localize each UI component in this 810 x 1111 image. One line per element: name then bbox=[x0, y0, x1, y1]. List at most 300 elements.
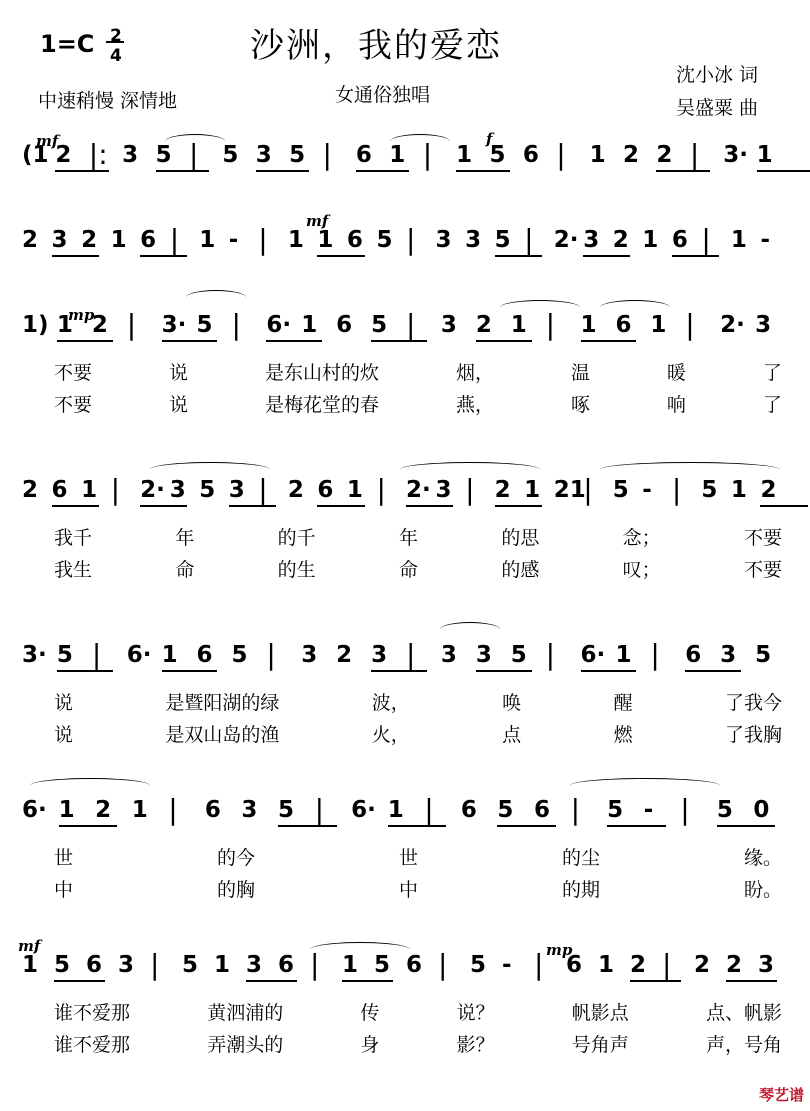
note: 3 bbox=[51, 227, 68, 253]
note: 6 bbox=[615, 312, 632, 338]
note: 6 bbox=[86, 952, 103, 978]
underline-beam bbox=[266, 340, 322, 342]
underline-beam bbox=[388, 825, 447, 827]
barline: | bbox=[671, 473, 682, 506]
note: 5 bbox=[289, 142, 306, 168]
underline-beam bbox=[162, 340, 218, 342]
note: 1 bbox=[615, 642, 632, 668]
note: 1) bbox=[22, 312, 49, 338]
note: 2· bbox=[720, 312, 745, 338]
note: 1 bbox=[287, 227, 304, 253]
underline-beam bbox=[583, 255, 630, 257]
time-signature-bottom: 4 bbox=[110, 46, 122, 66]
note: 6 bbox=[140, 227, 157, 253]
lyric-word: 声，号角 bbox=[705, 1034, 782, 1056]
slur-arc bbox=[165, 134, 225, 149]
note: 3 bbox=[583, 227, 600, 253]
note: 2· bbox=[140, 477, 165, 503]
slur-arc bbox=[440, 622, 500, 637]
barline: | bbox=[465, 473, 475, 506]
underline-beam bbox=[317, 255, 364, 257]
lyric-word: 温 bbox=[570, 362, 590, 384]
note: 2 bbox=[694, 952, 711, 978]
note: 3 bbox=[440, 642, 457, 668]
lyric-word: 的千 bbox=[277, 527, 316, 549]
note: 1 bbox=[301, 312, 318, 338]
underline-beam bbox=[495, 255, 542, 257]
lyric-word: 不要 bbox=[743, 527, 782, 549]
slur-arc bbox=[310, 942, 410, 957]
note: - bbox=[643, 797, 654, 823]
note: 3 bbox=[241, 797, 258, 823]
lyric-word: 点、帆影 bbox=[705, 1002, 782, 1024]
underline-beam bbox=[581, 340, 637, 342]
note: 2 bbox=[726, 952, 743, 978]
note: 2 bbox=[612, 227, 629, 253]
underline-beam bbox=[760, 505, 807, 507]
underline-beam bbox=[581, 670, 637, 672]
note: 1 bbox=[650, 312, 667, 338]
barline: | bbox=[168, 793, 178, 826]
note: 5 bbox=[376, 227, 393, 253]
note: 3 bbox=[758, 952, 775, 978]
lyric-word: 年 bbox=[175, 527, 195, 549]
note: 1 bbox=[81, 477, 98, 503]
underline-beam bbox=[685, 670, 741, 672]
barline: | bbox=[570, 793, 580, 826]
note: 5 bbox=[470, 952, 487, 978]
note: 6 bbox=[204, 797, 221, 823]
dynamic-marking: mf bbox=[18, 937, 41, 955]
lyric-word: 命 bbox=[175, 559, 195, 581]
underline-beam bbox=[317, 505, 364, 507]
note: - bbox=[760, 227, 770, 253]
lyric-word: 烟， bbox=[455, 362, 494, 384]
note: 6 bbox=[346, 227, 363, 253]
lyric-word: 缘。 bbox=[743, 847, 782, 869]
dynamic-marking: mp bbox=[546, 941, 573, 959]
note: 2 bbox=[91, 312, 108, 338]
note: 2 bbox=[22, 477, 39, 503]
barline: | bbox=[314, 793, 324, 826]
lyric-word: 说？ bbox=[456, 1002, 495, 1024]
barline: | bbox=[188, 138, 199, 171]
underline-beam bbox=[607, 825, 666, 827]
note: 5 bbox=[374, 952, 391, 978]
note: 5 bbox=[182, 952, 199, 978]
note: 3 bbox=[475, 642, 492, 668]
underline-beam bbox=[476, 340, 532, 342]
note: - bbox=[642, 477, 652, 503]
note: 6 bbox=[317, 477, 334, 503]
slur-arc bbox=[570, 778, 720, 793]
lyric-word: 不要 bbox=[54, 394, 93, 416]
note: - bbox=[228, 227, 239, 253]
underline-beam bbox=[52, 255, 99, 257]
note: 2 bbox=[494, 477, 511, 503]
note: 3 bbox=[246, 952, 263, 978]
underline-beam bbox=[495, 505, 542, 507]
lyric-word: 了我今 bbox=[724, 692, 782, 714]
barline: | bbox=[91, 638, 102, 671]
note: 2 bbox=[630, 952, 647, 978]
note: 3 bbox=[755, 312, 772, 338]
lyric-word: 了我胸 bbox=[724, 724, 782, 746]
notation-row bbox=[22, 308, 790, 342]
lyrics-verse-2 bbox=[54, 555, 782, 582]
note: 2 bbox=[336, 642, 353, 668]
barline: | bbox=[438, 948, 448, 981]
slur-arc bbox=[600, 300, 670, 315]
lyric-word: 是梅花堂的春 bbox=[264, 394, 379, 416]
barline: | bbox=[266, 638, 276, 671]
note: 1 bbox=[214, 952, 231, 978]
barline: | bbox=[424, 793, 434, 826]
underline-beam bbox=[476, 670, 532, 672]
lyric-word: 谁不爱那 bbox=[54, 1034, 131, 1056]
lyric-word: 是暨阳湖的绿 bbox=[165, 692, 280, 714]
underline-beam bbox=[726, 980, 777, 982]
note: 5 bbox=[278, 797, 295, 823]
lyric-word: 中 bbox=[398, 879, 418, 901]
performance-note: 女通俗独唱 bbox=[335, 84, 431, 106]
lyric-word: 号角声 bbox=[571, 1034, 629, 1056]
lyric-word: 是双山岛的渔 bbox=[165, 724, 280, 746]
barline: | bbox=[310, 948, 320, 981]
notation-row bbox=[22, 793, 790, 827]
lyric-word: 了 bbox=[762, 362, 782, 384]
lyrics-verse-1 bbox=[54, 843, 782, 870]
note: 3 bbox=[169, 477, 186, 503]
note: 5 bbox=[199, 477, 216, 503]
underline-beam bbox=[156, 170, 209, 172]
note: 2 bbox=[81, 227, 98, 253]
note: 1 bbox=[730, 227, 747, 253]
lyric-word: 的感 bbox=[501, 559, 540, 581]
note: 1 bbox=[22, 952, 39, 978]
underline-beam bbox=[656, 170, 709, 172]
underline-beam bbox=[54, 980, 105, 982]
lyric-word: 不要 bbox=[54, 362, 93, 384]
dynamic-marking: mf bbox=[306, 212, 329, 230]
lyrics-verse-1 bbox=[54, 688, 782, 715]
barline: | bbox=[169, 223, 180, 256]
barline: | bbox=[701, 223, 711, 256]
underline-beam bbox=[59, 825, 118, 827]
underline-beam bbox=[342, 980, 393, 982]
note: 6· bbox=[580, 642, 606, 668]
note: 3 bbox=[720, 642, 737, 668]
barline: | bbox=[258, 473, 268, 506]
barline: | bbox=[422, 138, 433, 171]
underline-beam bbox=[140, 255, 187, 257]
underline-beam bbox=[497, 825, 556, 827]
lyric-word: 不要 bbox=[743, 559, 782, 581]
lyric-word: 的思 bbox=[501, 527, 540, 549]
underline-beam bbox=[371, 340, 427, 342]
barline: | bbox=[545, 308, 556, 341]
note: 3 bbox=[371, 642, 388, 668]
note: 6· bbox=[351, 797, 376, 823]
lyric-word: 叹； bbox=[622, 559, 661, 581]
dynamic-marking: f bbox=[486, 130, 493, 148]
note: 3 bbox=[435, 227, 452, 253]
barline: | bbox=[534, 948, 544, 981]
note: 6 bbox=[278, 952, 295, 978]
lyric-word: 世 bbox=[54, 847, 74, 869]
lyric-word: 了 bbox=[762, 394, 782, 416]
note: 5 bbox=[607, 797, 624, 823]
note: 3· bbox=[161, 312, 187, 338]
note: 5 bbox=[701, 477, 718, 503]
underline-beam bbox=[371, 670, 427, 672]
note: 1 bbox=[387, 797, 404, 823]
note: 5 bbox=[497, 797, 514, 823]
note: 1 bbox=[199, 227, 216, 253]
barline: | bbox=[680, 793, 690, 826]
barline: | bbox=[556, 138, 566, 171]
note: 3 bbox=[228, 477, 245, 503]
lyric-word: 黄泗浦的 bbox=[207, 1002, 284, 1024]
note: 2· bbox=[553, 227, 579, 253]
note: 6 bbox=[196, 642, 213, 668]
lyric-word: 的今 bbox=[216, 847, 255, 869]
note: 2 bbox=[656, 142, 673, 168]
underline-beam bbox=[278, 825, 337, 827]
note: 3· bbox=[22, 642, 47, 668]
lyricist-credit: 沈小冰 词 bbox=[676, 64, 759, 86]
note: 6 bbox=[51, 477, 68, 503]
time-signature-top: 2 bbox=[110, 26, 122, 46]
barline: | bbox=[150, 948, 160, 981]
lyric-word: 身 bbox=[360, 1034, 380, 1056]
note: 3 bbox=[440, 312, 457, 338]
lyric-word: 的尘 bbox=[561, 847, 600, 869]
lyric-word: 点 bbox=[502, 724, 522, 746]
lyrics-verse-1 bbox=[54, 998, 782, 1025]
note: 5 bbox=[56, 642, 73, 668]
note: 5 bbox=[612, 477, 629, 503]
barline: | bbox=[406, 638, 416, 671]
underline-beam bbox=[672, 255, 719, 257]
note: 3 bbox=[435, 477, 452, 503]
lyric-word: 盼。 bbox=[743, 879, 782, 901]
note: 5 bbox=[510, 642, 527, 668]
lyric-word: 念； bbox=[622, 527, 661, 549]
note: 5 bbox=[494, 227, 511, 253]
lyric-word: 唤 bbox=[502, 692, 522, 714]
underline-beam bbox=[630, 980, 681, 982]
lyric-word: 说 bbox=[54, 724, 74, 746]
note: 6 bbox=[566, 952, 583, 978]
note: 6 bbox=[534, 797, 551, 823]
watermark-logo: 琴艺谱 bbox=[758, 1086, 804, 1104]
underline-beam bbox=[140, 505, 187, 507]
lyric-word: 暖 bbox=[666, 362, 686, 384]
note: 6· bbox=[126, 642, 152, 668]
slur-arc bbox=[400, 462, 540, 477]
note: 21 bbox=[553, 477, 586, 503]
note: 5 bbox=[755, 642, 772, 668]
lyric-word: 弄潮头的 bbox=[207, 1034, 284, 1056]
note: 1 bbox=[456, 142, 473, 168]
barline: | bbox=[583, 473, 593, 506]
key-signature: 1=C bbox=[40, 30, 95, 58]
note: 1 bbox=[524, 477, 541, 503]
note: 1 bbox=[756, 142, 773, 168]
dynamic-marking: mf bbox=[36, 132, 59, 150]
underline-beam bbox=[229, 505, 276, 507]
lyric-word: 的期 bbox=[561, 879, 600, 901]
lyric-word: 说 bbox=[168, 394, 188, 416]
slur-arc bbox=[30, 778, 150, 793]
underline-beam bbox=[57, 340, 113, 342]
note: 1 bbox=[389, 142, 406, 168]
lyric-word: 年 bbox=[398, 527, 418, 549]
note: 2 bbox=[55, 142, 72, 168]
lyric-word: 说 bbox=[54, 692, 74, 714]
note: 6 bbox=[406, 952, 423, 978]
note: 5 bbox=[716, 797, 733, 823]
note: 5 bbox=[231, 642, 248, 668]
slur-arc bbox=[390, 134, 450, 149]
note: 5 bbox=[196, 312, 213, 338]
underline-beam bbox=[57, 670, 113, 672]
barline: |: bbox=[88, 138, 108, 171]
dynamic-marking: mp bbox=[68, 306, 95, 324]
note: 5 bbox=[222, 142, 239, 168]
barline: | bbox=[258, 223, 268, 256]
lyric-word: 响 bbox=[666, 394, 686, 416]
lyric-word: 谁不爱那 bbox=[54, 1002, 131, 1024]
note: 6 bbox=[522, 142, 539, 168]
underline-beam bbox=[456, 170, 509, 172]
note: 1 bbox=[342, 952, 359, 978]
lyrics-verse-1 bbox=[54, 358, 782, 385]
lyrics-verse-2 bbox=[54, 875, 782, 902]
note: 2 bbox=[287, 477, 304, 503]
lyric-word: 传 bbox=[360, 1002, 380, 1024]
note: 5 bbox=[155, 142, 172, 168]
page-title: 沙洲，我的爱恋 bbox=[250, 26, 502, 66]
note: 6 bbox=[460, 797, 477, 823]
slur-arc bbox=[150, 462, 270, 477]
note: 1 bbox=[589, 142, 606, 168]
note: 2 bbox=[22, 227, 39, 253]
barline: | bbox=[524, 223, 534, 256]
lyric-word: 的生 bbox=[277, 559, 316, 581]
notation-row bbox=[22, 223, 790, 257]
barline: | bbox=[231, 308, 241, 341]
note: 5 bbox=[54, 952, 71, 978]
lyric-word: 命 bbox=[398, 559, 418, 581]
underline-beam bbox=[406, 505, 453, 507]
lyrics-verse-2 bbox=[54, 720, 782, 747]
lyric-word: 醒 bbox=[613, 692, 633, 714]
underline-beam bbox=[256, 170, 309, 172]
tempo-marking: 中速稍慢 深情地 bbox=[38, 90, 178, 112]
slur-arc bbox=[186, 290, 246, 305]
note: 2 bbox=[760, 477, 777, 503]
note: 1 bbox=[346, 477, 363, 503]
composer-credit: 吴盛粟 曲 bbox=[676, 97, 759, 119]
barline: | bbox=[689, 138, 700, 171]
note: 1 bbox=[131, 797, 148, 823]
underline-beam bbox=[246, 980, 297, 982]
note: 1 bbox=[580, 312, 597, 338]
lyric-word: 是东山村的炊 bbox=[264, 362, 379, 384]
note: 1 bbox=[510, 312, 527, 338]
note: 1 bbox=[161, 642, 178, 668]
note: 2 bbox=[475, 312, 492, 338]
slur-arc bbox=[600, 462, 780, 477]
note: 6· bbox=[266, 312, 292, 338]
barline: | bbox=[406, 223, 416, 256]
underline-beam bbox=[717, 825, 776, 827]
lyrics-verse-1 bbox=[54, 523, 782, 550]
note: 3 bbox=[118, 952, 135, 978]
barline: | bbox=[685, 308, 695, 341]
note: 3 bbox=[465, 227, 482, 253]
lyric-word: 我千 bbox=[54, 527, 93, 549]
barline: | bbox=[406, 308, 416, 341]
note: 1 bbox=[56, 312, 73, 338]
underline-beam bbox=[162, 670, 218, 672]
barline: | bbox=[662, 948, 672, 981]
note: 3 bbox=[122, 142, 139, 168]
time-signature-divider bbox=[106, 41, 124, 43]
barline: | bbox=[110, 473, 121, 506]
lyric-word: 的胸 bbox=[216, 879, 255, 901]
note: 6 bbox=[685, 642, 702, 668]
lyrics-verse-2 bbox=[54, 1030, 782, 1057]
notation-row bbox=[22, 473, 790, 507]
barline: | bbox=[650, 638, 660, 671]
underline-beam bbox=[52, 505, 99, 507]
barline: | bbox=[322, 138, 332, 171]
note: 6 bbox=[355, 142, 372, 168]
barline: | bbox=[376, 473, 386, 506]
lyric-word: 中 bbox=[54, 879, 74, 901]
note: 1 bbox=[642, 227, 659, 253]
note: 3 bbox=[301, 642, 318, 668]
lyrics-verse-2 bbox=[54, 390, 782, 417]
note: 1 bbox=[317, 227, 334, 253]
barline: | bbox=[545, 638, 556, 671]
note: 2 bbox=[95, 797, 112, 823]
note: 3· bbox=[723, 142, 748, 168]
note: 1 bbox=[58, 797, 75, 823]
note: 6 bbox=[336, 312, 353, 338]
slur-arc bbox=[500, 300, 580, 315]
notation-row bbox=[22, 638, 790, 672]
note: (1 bbox=[22, 142, 49, 168]
note: 1 bbox=[110, 227, 127, 253]
note: 1 bbox=[598, 952, 615, 978]
lyric-word: 燃 bbox=[613, 724, 633, 746]
note: 3 bbox=[255, 142, 272, 168]
note: 6· bbox=[22, 797, 47, 823]
note: 1 bbox=[730, 477, 747, 503]
note: 2· bbox=[406, 477, 431, 503]
note: 5 bbox=[489, 142, 506, 168]
lyric-word: 我生 bbox=[54, 559, 93, 581]
lyric-word: 说 bbox=[168, 362, 188, 384]
lyric-word: 啄 bbox=[570, 394, 590, 416]
underline-beam bbox=[356, 170, 409, 172]
lyric-word: 火， bbox=[371, 724, 410, 746]
note: 6 bbox=[671, 227, 688, 253]
